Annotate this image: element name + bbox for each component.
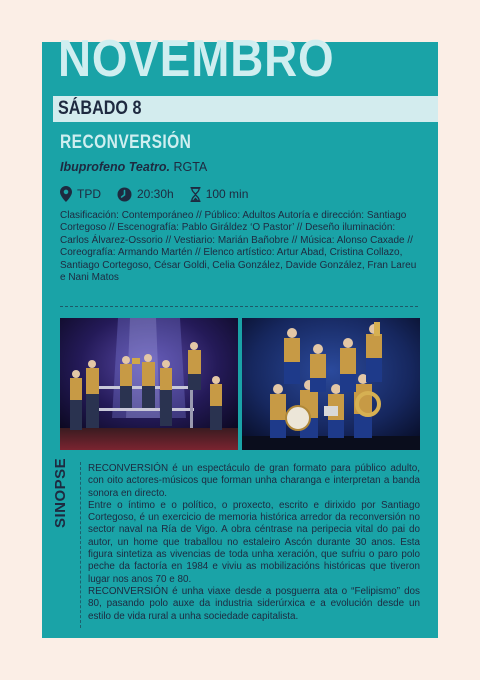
stage-photo-2	[242, 318, 420, 450]
sinopse-divider	[80, 462, 81, 628]
company-name: Ibuprofeno Teatro.	[60, 160, 170, 174]
divider	[60, 306, 418, 307]
location-pin-icon	[60, 186, 72, 202]
time-text: 20:30h	[137, 187, 174, 201]
stage-photo-1	[60, 318, 238, 450]
event-title: RECONVERSIÓN	[60, 132, 192, 153]
clock-icon	[117, 187, 132, 202]
time-group	[117, 187, 174, 202]
sinopse-paragraph-1: RECONVERSIÓN é un espectáculo de gran formato para público adulto, con oito actores-músicos que forman unha charanga e interpretan a banda sonora en directo.	[88, 463, 420, 499]
duration-group	[190, 187, 249, 202]
day-heading: SÁBADO 8	[58, 98, 142, 119]
sinopse-text	[88, 463, 420, 623]
credits-text: Clasificación: Contemporáneo // Público: Adultos Autoría e dirección: Santiago Cortegoso // Escenografía: Pablo Giráldez ‘O Pastor’ // Deseño iluminación: Carlos Álvarez-Ossorio // Vestiario: Marián Bañobre // Música: Alonso Caxade // Coreografía: Armando Martén // Elenco artístico: Artur Abad, Cristina Collazo, Santiago Cortegoso, César Goldi, Celia González, Davide González, Fran Lareu e Nani Matos	[60, 210, 417, 284]
event-meta	[60, 184, 264, 204]
company-extra: RGTA	[173, 160, 208, 174]
month-heading: NOVEMBRO	[58, 30, 335, 88]
venue-text: TPD	[77, 187, 101, 201]
sinopse-label: SINOPSE	[52, 457, 69, 528]
sinopse-paragraph-3: RECONVERSIÓN é unha viaxe desde a posguerra ata o “Felipismo” dos 80, pasando polo auxe da industria siderúrxica e a evolución desde un estilo de vida rural a unha sociedade capitalista.	[88, 585, 420, 622]
hourglass-icon	[190, 187, 201, 202]
company-line	[60, 160, 207, 174]
sinopse-paragraph-2: Entre o íntimo e o político, o proxecto, escrito e dirixido por Santiago Cortegoso, é un exercicio de memoria histórica arredor da reconversión no sector naval na Ría de Vigo. A obra céntrase na peripecia vital do pai do autor, un home que traballou no estaleiro Ascón durante 30 anos. Esta figura sintetiza as vivencias de toda unha xeración, que sufriu o paro polo peche da factoría en 1984 e viviu as mobilizacións históricas que tiveron lugar nos anos 70 e 80.	[88, 499, 420, 585]
venue-group	[60, 186, 101, 202]
duration-text: 100 min	[205, 187, 249, 201]
